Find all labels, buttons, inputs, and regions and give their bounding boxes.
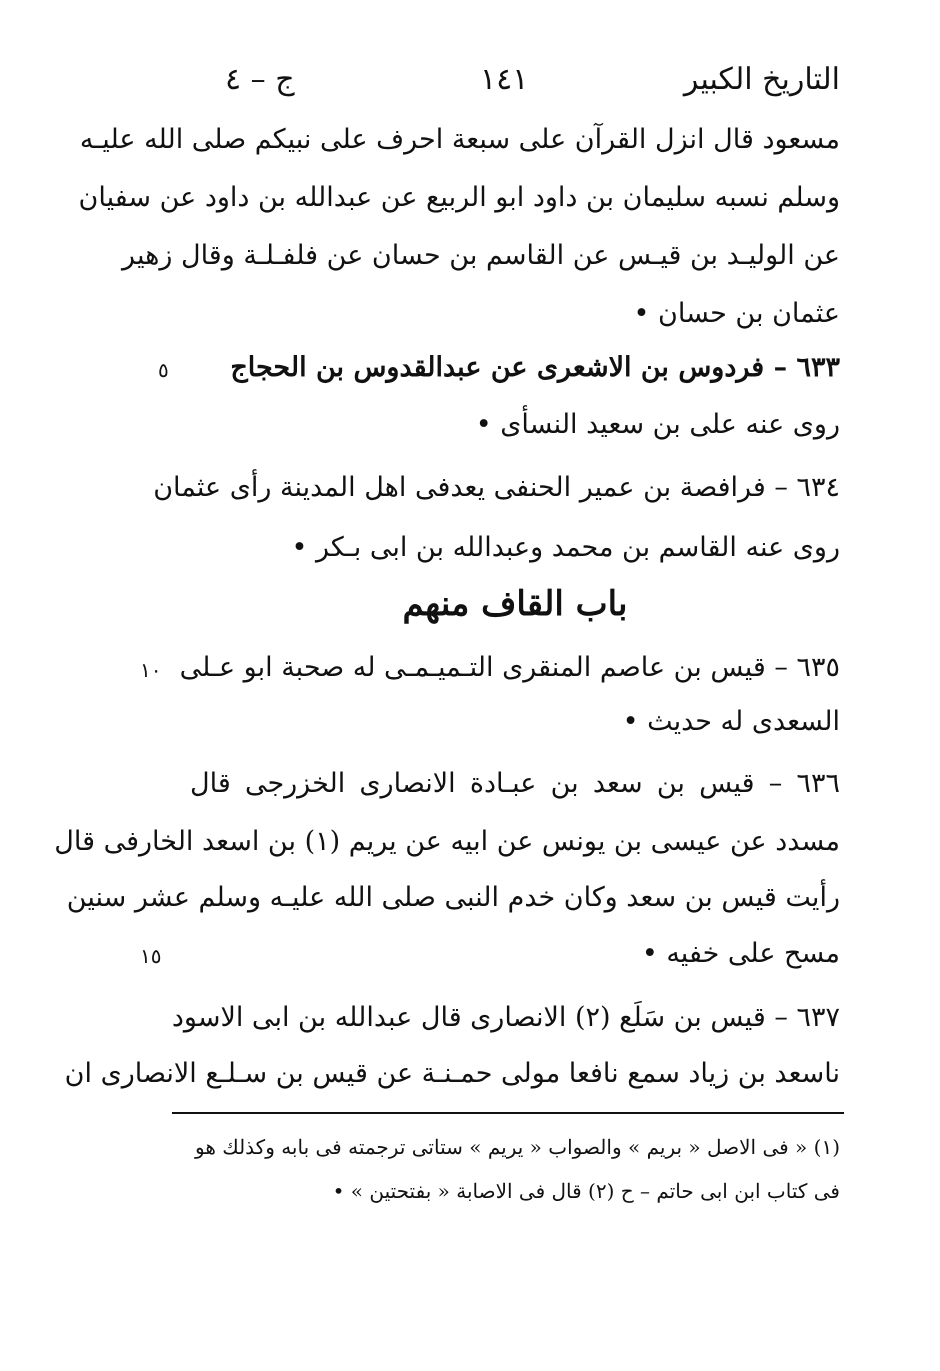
text-line: مسح على خفيه • xyxy=(641,938,840,969)
page-number: ١٤١ xyxy=(480,62,529,97)
section-heading: باب القاف منهم xyxy=(402,584,628,624)
text-line: روى عنه القاسم بن محمد وعبدالله بن ابى بـكر • xyxy=(291,532,840,563)
footnote-line: فى كتاب ابن ابى حاتم – ح (٢) قال فى الاصابة « بفتحتين » • xyxy=(332,1179,840,1203)
footnote-line: (١) « فى الاصل « بريم » والصواب « يريم » ستاتى ترجمته فى بابه وكذلك هو xyxy=(194,1135,840,1159)
volume-label: ج – ٤ xyxy=(225,62,295,97)
margin-line-number: ١٥ xyxy=(140,944,162,968)
entry-637: ٦٣٧ – قيس بن سَلَع (٢) الانصارى قال عبدالله بن ابى الاسود xyxy=(171,1002,840,1033)
running-header xyxy=(190,62,840,106)
text-line: ناسعد بن زياد سمع نافعا مولى حمـنـة عن قيس بن سـلـع الانصارى ان xyxy=(64,1058,840,1089)
text-line: عثمان بن حسان • xyxy=(633,298,840,329)
entry-634: ٦٣٤ – فرافصة بن عمير الحنفى يعدفى اهل المدينة رأى عثمان xyxy=(153,472,840,503)
footnote-divider xyxy=(172,1112,844,1114)
text-line: روى عنه على بن سعيد النسأى • xyxy=(475,409,840,440)
text-line: عن الوليـد بن قيـس عن القاسم بن حسان عن فلفـلـة وقال زهير xyxy=(122,240,840,271)
text-line: رأيت قيس بن سعد وكان خدم النبى صلى الله عليـه وسلم عشر سنين xyxy=(66,882,840,913)
text-line: السعدى له حديث • xyxy=(622,706,840,737)
text-line: وسلم نسبه سليمان بن داود ابو الربيع عن عبدالله بن داود عن سفيان xyxy=(78,182,840,213)
margin-line-number: ١٠ xyxy=(140,658,162,682)
book-title: التاريخ الكبير xyxy=(683,62,840,97)
text-line: مسدد عن عيسى بن يونس عن ابيه عن يريم (١) بن اسعد الخارفى قال xyxy=(54,826,840,857)
margin-line-number: ٥ xyxy=(158,358,169,382)
entry-635: ٦٣٥ – قيس بن عاصم المنقرى التـميـمـى له صحبة ابو عـلى xyxy=(179,652,840,683)
entry-633: ٦٣٣ – فردوس بن الاشعرى عن عبدالقدوس بن الحجاج xyxy=(230,352,840,383)
entry-636: ٦٣٦ – قيس بن سعد بن عبـادة الانصارى الخزرجى قال xyxy=(190,768,840,799)
text-line: مسعود قال انزل القرآن على سبعة احرف على نبيكم صلى الله عليـه xyxy=(79,124,840,155)
